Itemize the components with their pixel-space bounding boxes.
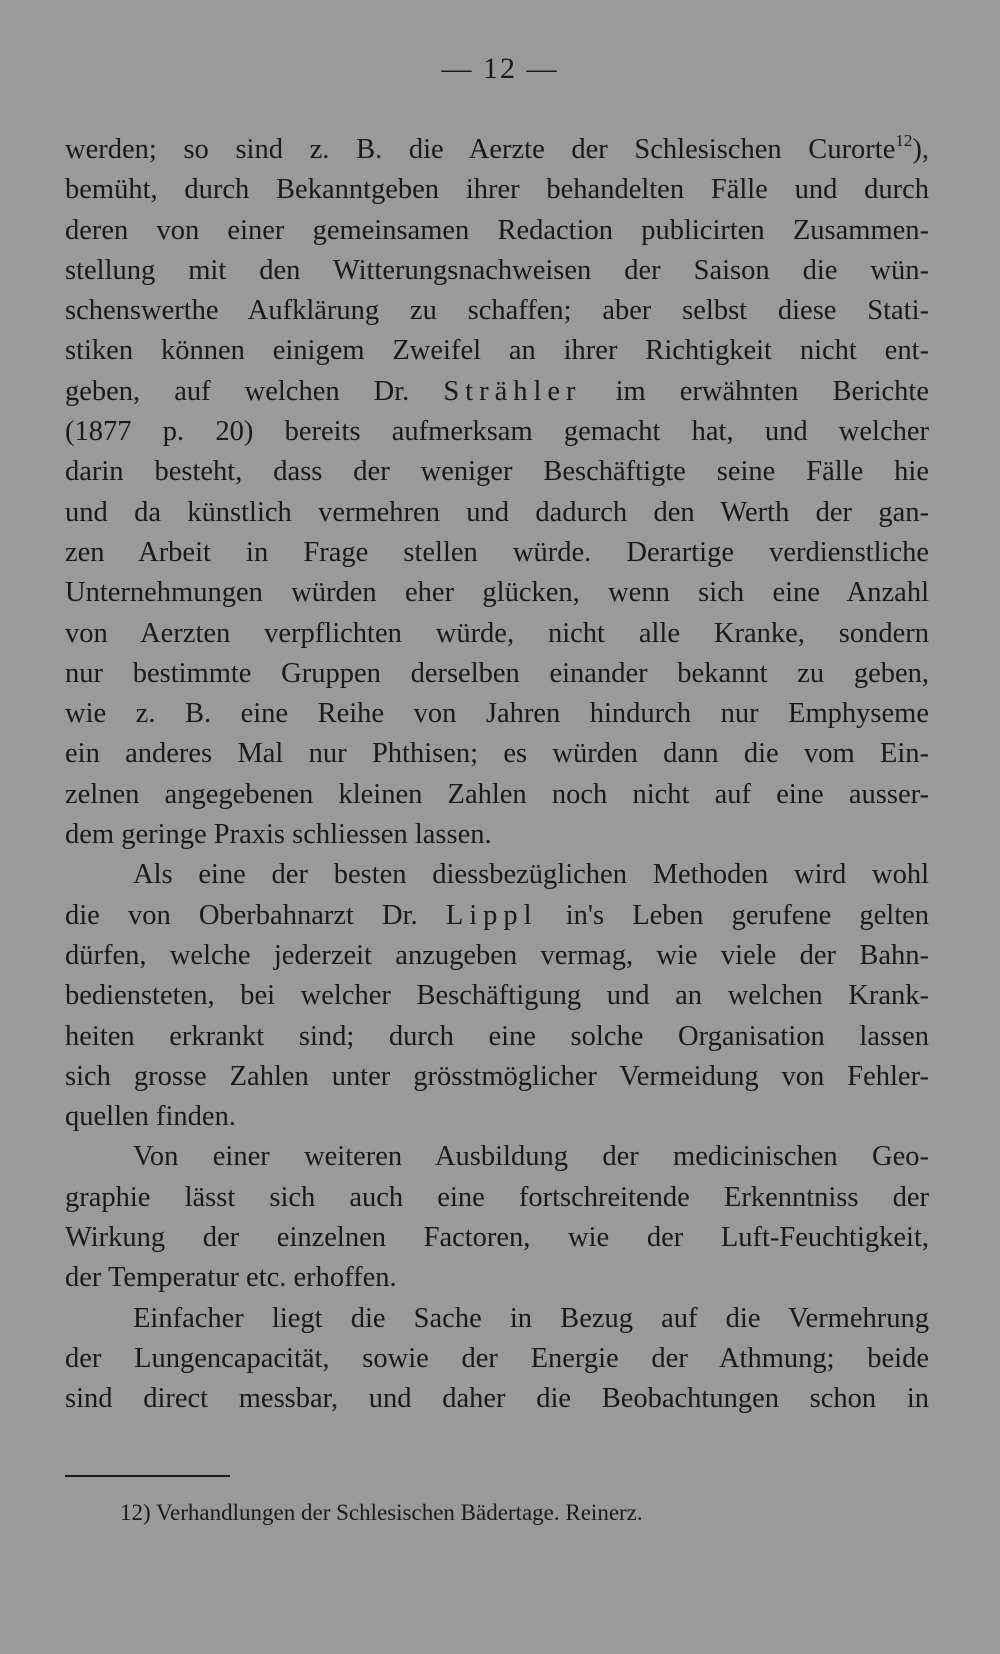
author-name-straehler: Strähler [443, 375, 582, 407]
text-line: Als eine der besten diessbezüglichen Methoden wird wohl [133, 859, 929, 891]
text-line: werden; so sind z. B. die Aerzte der Schlesischen Curorte$^{12}$), [65, 131, 929, 165]
footnote-divider [65, 1475, 230, 1477]
text-line: Einfacher liegt die Sache in Bezug auf die Vermehrung [133, 1302, 929, 1334]
text-line: zelnen angegebenen kleinen Zahlen noch nicht auf eine ausser- [65, 778, 929, 810]
text-line: der Temperatur etc. erhoffen. [65, 1262, 397, 1294]
text-line: ein anderes Mal nur Phthisen; es würden dann die vom Ein- [65, 738, 929, 770]
text-line: Unternehmungen würden eher glücken, wenn sich eine Anzahl [65, 577, 929, 609]
text-line: dürfen, welche jederzeit anzugeben vermag, wie viele der Bahn- [65, 939, 929, 971]
text-line: deren von einer gemeinsamen Redaction publicirten Zusammen- [65, 214, 929, 246]
text-line: graphie lässt sich auch eine fortschreitende Erkenntniss der [65, 1181, 929, 1213]
text-line: dem geringe Praxis schliessen lassen. [65, 819, 492, 851]
text-line: die von Oberbahnarzt Dr. Lippl in's Leben gerufene gelten [65, 899, 930, 931]
text-line: quellen finden. [65, 1101, 236, 1133]
text-line: sind direct messbar, und daher die Beobachtungen schon in [65, 1383, 929, 1415]
text-line: bemüht, durch Bekanntgeben ihrer behandelten Fälle und durch [65, 174, 929, 206]
text-line: Von einer weiteren Ausbildung der medicinischen Geo- [133, 1141, 929, 1173]
text-line: von Aerzten verpflichten würde, nicht alle Kranke, sondern [65, 617, 929, 649]
text-line: heiten erkrankt sind; durch eine solche Organisation lassen [65, 1020, 929, 1052]
text-line: (1877 p. 20) bereits aufmerksam gemacht hat, und welcher [65, 416, 929, 448]
author-name-lippl: Lippl [445, 899, 538, 931]
body-text [65, 130, 929, 1420]
text-line: bediensteten, bei welcher Beschäftigung und an welchen Krank- [65, 980, 929, 1012]
text-line: stiken können einigem Zweifel an ihrer Richtigkeit nicht ent- [65, 335, 929, 367]
text-line: Wirkung der einzelnen Factoren, wie der Luft-Feuchtigkeit, [65, 1222, 929, 1254]
text-line: und da künstlich vermehren und dadurch den Werth der gan- [65, 496, 929, 528]
text-line: schenswerthe Aufklärung zu schaffen; aber selbst diese Stati- [65, 295, 929, 327]
text-line: stellung mit den Witterungsnachweisen der Saison die wün- [65, 254, 929, 286]
text-line: geben, auf welchen Dr. Strähler im erwähnten Berichte [65, 375, 929, 407]
text-line: zen Arbeit in Frage stellen würde. Derartige verdienstliche [65, 536, 929, 568]
text-line: sich grosse Zahlen unter grösstmöglicher Vermeidung von Fehler- [65, 1060, 929, 1092]
footnote-marker: 12 [895, 131, 913, 150]
text-line: der Lungencapacität, sowie der Energie der Athmung; beide [65, 1342, 929, 1374]
footnote: 12) Verhandlungen der Schlesischen Bädertage. Reinerz. [120, 1500, 643, 1525]
text-line: wie z. B. eine Reihe von Jahren hindurch nur Emphyseme [65, 698, 929, 730]
text-line: nur bestimmte Gruppen derselben einander bekannt zu geben, [65, 657, 929, 689]
page-number: — 12 — [441, 52, 559, 85]
text-line: darin besteht, dass der weniger Beschäftigte seine Fälle hie [65, 456, 929, 488]
